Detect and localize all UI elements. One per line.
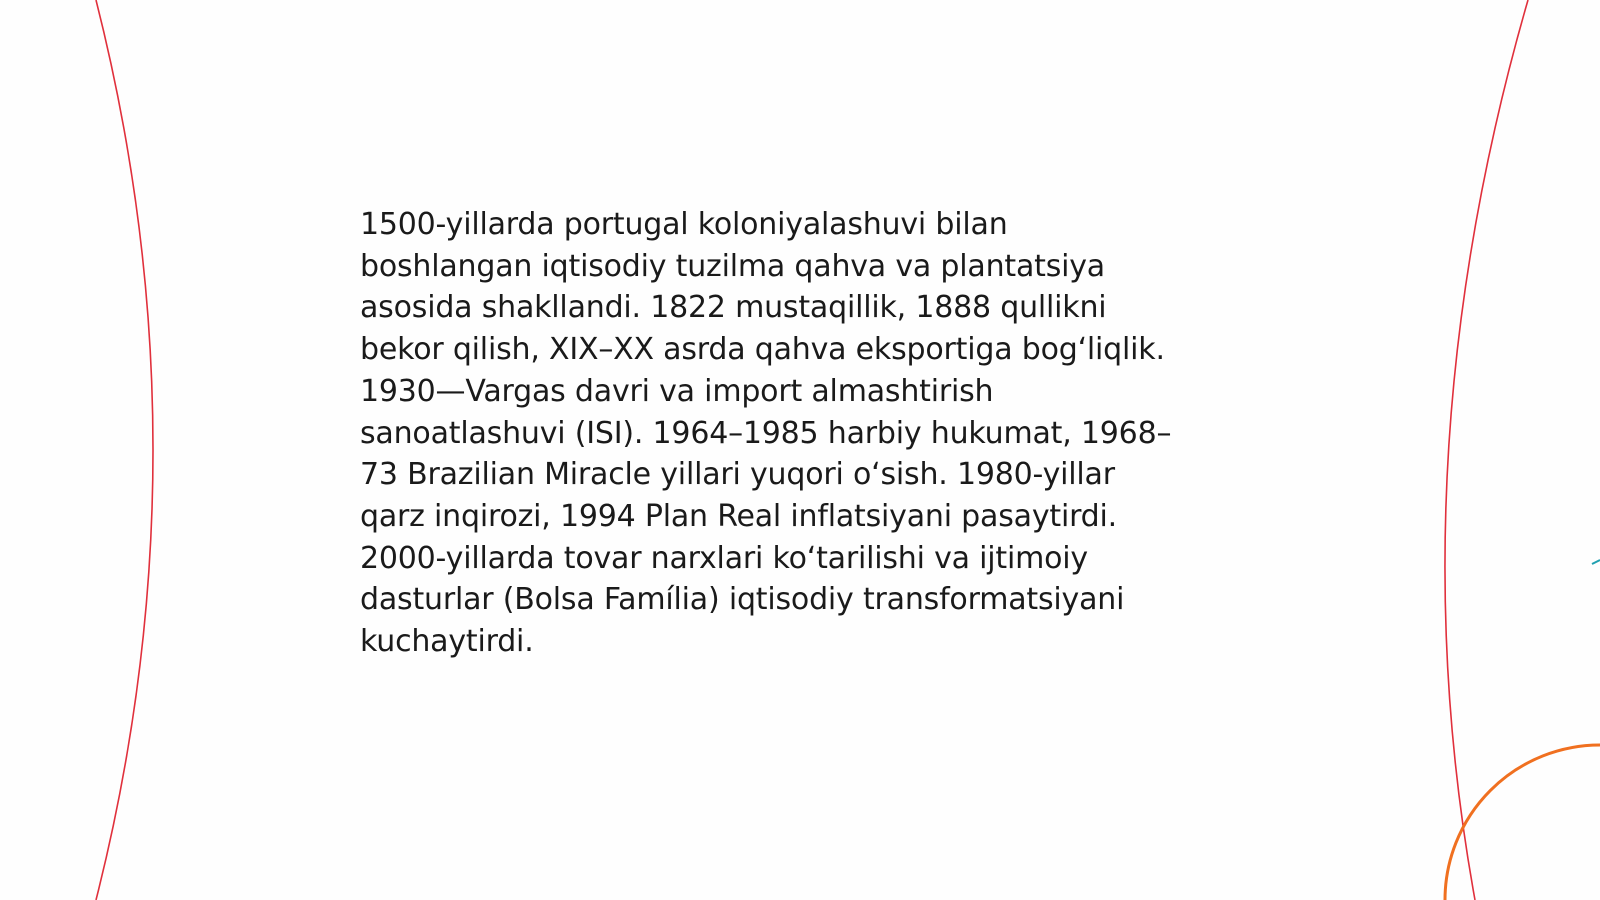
left-arc-decoration	[96, 0, 153, 900]
teal-accent-decoration	[1592, 560, 1600, 564]
right-arc-decoration	[1445, 0, 1528, 900]
slide-body-text: 1500-yillarda portugal koloniyalashuvi bilan boshlangan iqtisodiy tuzilma qahva va plantatsiya asosida shakllandi. 1822 mustaqillik, 1888 qullikni bekor qilish, XIX–XX asrda qahva eksportiga bogʻliqlik. 1930—Vargas davri va import almashtirish sanoatlashuvi (ISI). 1964–1985 harbiy hukumat, 1968– 73 Brazilian Miracle yillari yuqori oʻsish. 1980-yillar qarz inqirozi, 1994 Plan Real inflatsiyani pasaytirdi. 2000-yillarda tovar narxlari koʻtarilishi va ijtimoiy dasturlar (Bolsa Família) iqtisodiy transformatsiyani kuchaytirdi.	[360, 207, 1172, 660]
orange-circle-decoration	[1445, 745, 1600, 900]
